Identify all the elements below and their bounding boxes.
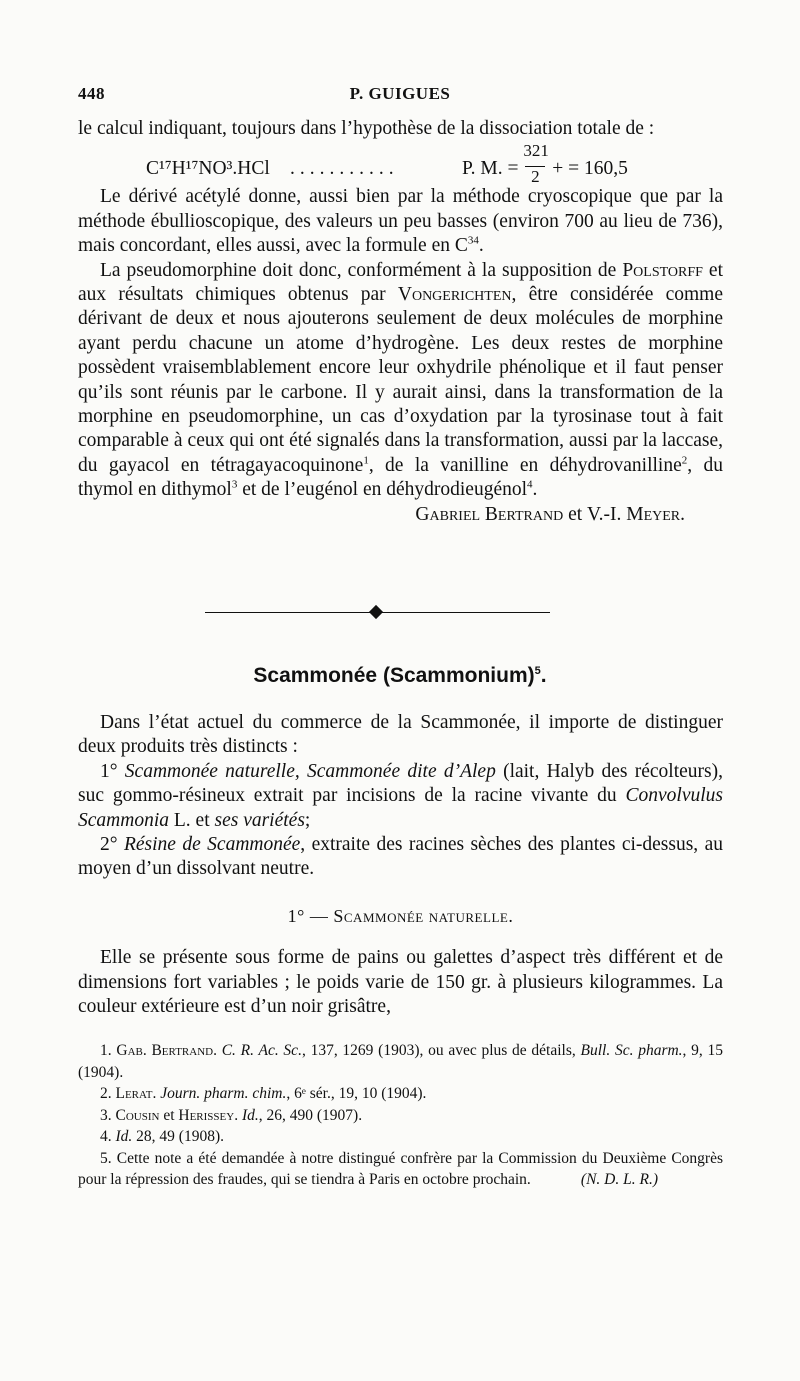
page-number: 448	[78, 84, 105, 103]
footnote-text: , 6ᵉ sér., 19, 10 (1904).	[286, 1085, 427, 1102]
section-footnote-ref: 5	[534, 665, 541, 677]
list-item-2	[78, 833, 723, 882]
footnote-ref-2: 2	[681, 454, 688, 467]
footnote-text: .	[234, 1106, 242, 1124]
footnote-text: , 137, 1269 (1903), ou avec plus de détails,	[301, 1042, 581, 1059]
item1-varieties: ses variétés	[214, 809, 305, 831]
pm-text-7: .	[532, 479, 538, 501]
pm-text-4: , de la vanilline en déhydrovanilline	[368, 454, 682, 476]
pm-text-3: , être considérée comme dérivant de deux et nous ajouterons seulement de deux molécules de morphine ayant perdu chacune un atome d’hydrogène. Les deux restes de morphine possèdent vraisemblablement encore leur oxhydrile phénolique et il faut penser qu’ils sont réunis par le carbone. Il y aurait ainsi, dans la transformation de la morphine en pseudomorphine, un cas d’oxydation par la tyrosinase tout à fait comparable à ceux qui ont été signalés dans la transformation, aussi par la laccase, du gayacol en tétragayacoquinone	[78, 284, 723, 476]
footnote-author: Lerat	[115, 1085, 153, 1102]
fraction-denominator: 2	[531, 166, 540, 186]
formula-pm-label: P. M. =	[462, 158, 519, 180]
section-divider	[205, 605, 550, 619]
footnote-ref-1: 1	[363, 454, 369, 467]
pm-text-6: et de l’eugénol en déhydrodieugénol	[237, 479, 528, 501]
subheading-text: Scammonée naturelle	[333, 905, 509, 926]
footnote-text: .	[152, 1085, 161, 1102]
footnote-number: 1.	[100, 1042, 117, 1059]
footnote-number: 3.	[100, 1106, 116, 1124]
footnote-2	[78, 1083, 723, 1105]
pm-text-1: La pseudomorphine doit donc, conformément à la supposition de	[100, 259, 623, 281]
formula-leader-dots: ...........	[290, 158, 399, 180]
signature-name-2: V.-I. Meyer	[587, 503, 681, 525]
pm-text-5: , du thymol en dithymol	[78, 454, 724, 501]
footnote-text: .	[213, 1042, 222, 1059]
footnote-ref-3: 3	[231, 478, 238, 491]
author-polstorff: Polstorff	[622, 259, 703, 281]
paragraph-description: Elle se présente sous forme de pains ou galettes d’aspect très différent et de dimensions fort variables ; le poids varie de 150 gr. à plusieurs kilogrammes. La couleur extérieure est d’un noir grisâtre,	[78, 947, 723, 1018]
footnote-editor-tag: (N. D. L. R.)	[580, 1171, 658, 1188]
acetyl-text: Le dérivé acétylé donne, aussi bien par la méthode cryoscopique que par la méthode ébullioscopique, des valeurs un peu basses (environ 700 au lieu de 736), mais concordant, elles aussi, avec la formule en C	[78, 186, 723, 257]
section-title-end: .	[540, 664, 547, 687]
item1-text-3: ;	[304, 809, 311, 831]
fraction-numerator: 321	[523, 140, 549, 160]
item1-species: Convolvulus Scammonia	[78, 785, 723, 831]
running-header	[78, 84, 722, 108]
signature-end: .	[680, 503, 685, 525]
upper-body	[78, 117, 723, 527]
section-title	[0, 664, 800, 688]
item2-number: 2°	[100, 834, 124, 856]
footnote-ref-4: 4	[527, 478, 533, 491]
footnote-text: , 9, 15 (1904).	[78, 1042, 724, 1081]
acetyl-superscript: 34	[467, 234, 479, 247]
paragraph-pseudomorphine	[78, 259, 723, 503]
formula-line	[78, 140, 723, 186]
pm-text-2: et aux résultats chimiques obtenus par	[78, 259, 723, 306]
footnote-number: 2.	[100, 1085, 116, 1102]
footnote-source: Journ. pharm. chim.	[160, 1085, 287, 1102]
acetyl-end: .	[478, 235, 484, 257]
footnote-text: , 26, 490 (1907).	[258, 1106, 363, 1124]
subheading-number: 1° —	[287, 905, 334, 926]
footnote-5	[78, 1148, 723, 1191]
paragraph-acetyl	[78, 185, 723, 258]
item1-text-1: (lait, Halyb des récolteurs), suc gommo-résineux extrait par incisions de la racine vivante du	[78, 760, 723, 807]
paragraph-commerce: Dans l’état actuel du commerce de la Scammonée, il importe de distinguer deux produits très distincts :	[78, 712, 723, 758]
footnote-4	[78, 1126, 723, 1148]
item1-text-2: L. et	[169, 809, 215, 831]
footnote-source: Bull. Sc. pharm.	[580, 1042, 683, 1059]
running-title: P. GUIGUES	[349, 84, 451, 103]
formula-compound: C¹⁷H¹⁷NO³.HCl	[146, 158, 270, 180]
item2-title: Résine de Scammonée	[123, 834, 301, 856]
footnote-source: Id.	[241, 1106, 259, 1124]
item2-text: , extraite des racines sèches des plantes ci-dessus, au moyen d’un dissolvant neutre.	[78, 834, 723, 880]
formula-fraction	[523, 140, 549, 186]
signature	[78, 503, 723, 527]
footnote-author: Cousin	[115, 1106, 160, 1124]
formula-tail: + = 160,5	[552, 158, 628, 180]
footnote-text: 28, 49 (1908).	[132, 1128, 224, 1145]
footnote-author: Gab. Bertrand	[116, 1042, 214, 1059]
footnote-source: Id.	[115, 1128, 133, 1145]
formula-result	[462, 140, 628, 186]
footnote-number: 4.	[100, 1128, 116, 1145]
section-title-text: Scammonée (Scammonium)	[253, 664, 535, 687]
item1-title: Scammonée naturelle, Scammonée dite d’Alep	[124, 760, 496, 782]
footnote-3	[78, 1105, 723, 1127]
list-item-1	[78, 760, 723, 833]
footnote-1	[78, 1040, 723, 1083]
footnote-number: 5.	[100, 1149, 117, 1167]
paragraph-calc: le calcul indiquant, toujours dans l’hypothèse de la dissociation totale de :	[78, 118, 655, 139]
footnote-source: C. R. Ac. Sc.	[221, 1042, 302, 1059]
subheading	[78, 904, 723, 928]
footnotes	[78, 1040, 723, 1191]
signature-and: et	[563, 503, 588, 525]
lower-body	[78, 711, 723, 1019]
signature-name-1: Gabriel Bertrand	[415, 503, 564, 525]
author-vongerichten: Vongerichten	[397, 284, 512, 306]
footnote-text: et	[159, 1106, 179, 1124]
subheading-end: .	[508, 905, 514, 926]
footnote-author: Herissey	[178, 1106, 235, 1124]
divider-diamond-ornament	[369, 605, 383, 619]
footnote-text: Cette note a été demandée à notre distingué confrère par la Commission du Deuxième Congrès pour la répression des fraudes, qui se tiendra à Paris en octobre prochain.	[78, 1149, 724, 1188]
item1-number: 1°	[100, 760, 125, 782]
